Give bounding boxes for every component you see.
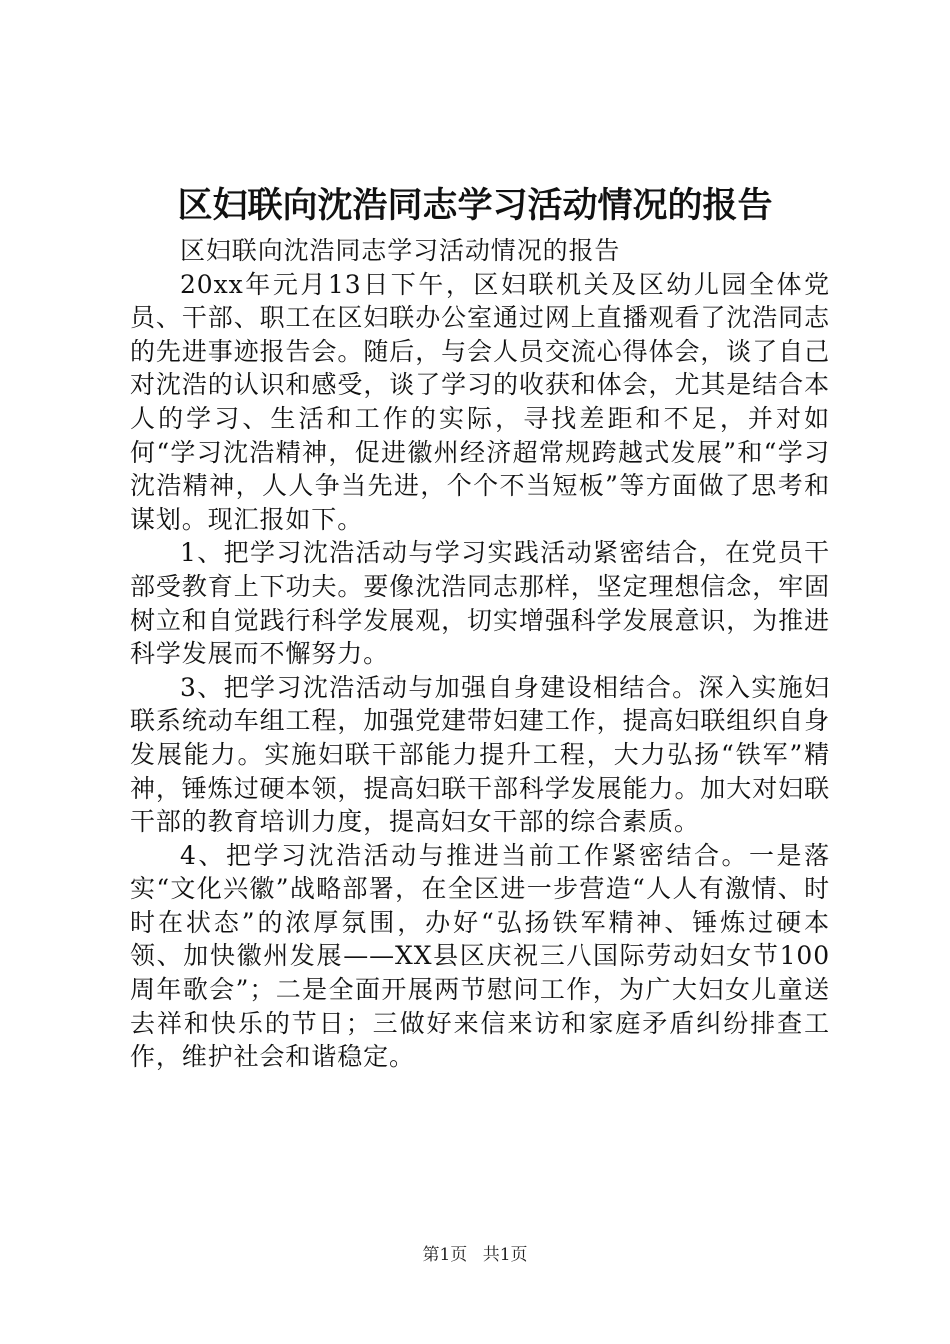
document-body [130,234,830,1074]
paragraph-item-1: 1、把学习沈浩活动与学习实践活动紧密结合，在党员干部受教育上下功夫。要像沈浩同志那样，坚定理想信念，牢固树立和自觉践行科学发展观，切实增强科学发展意识，为推进科学发展而不懈努力。 [130,538,830,669]
paragraph-item-3: 3、把学习沈浩活动与加强自身建设相结合。深入实施妇联系统动车组工程，加强党建带妇建工作，提高妇联组织自身发展能力。实施妇联干部能力提升工程，大力弘扬“铁军”精神，锤炼过硬本领，提高妇联干部科学发展能力。加大对妇联干部的教育培训力度，提高妇女干部的综合素质。 [130,672,830,837]
paragraph-intro: 20xx年元月13日下午，区妇联机关及区幼儿园全体党员、干部、职工在区妇联办公室通过网上直播观看了沈浩同志的先进事迹报告会。随后，与会人员交流心得体会，谈了自己对沈浩的认识和感受，谈了学习的收获和体会，尤其是结合本人的学习、生活和工作的实际，寻找差距和不足，并对如何“学习沈浩精神，促进徽州经济超常规跨越式发展”和“学习沈浩精神，人人争当先进，个个不当短板”等方面做了思考和谋划。现汇报如下。 [130,269,830,534]
page-total: 共1页 [482,1245,528,1265]
document-title: 区妇联向沈浩同志学习活动情况的报告 [177,186,773,226]
paragraph-item-4: 4、把学习沈浩活动与推进当前工作紧密结合。一是落实“文化兴徽”战略部署，在全区进一步营造“人人有激情、时时在状态”的浓厚氛围，办好“弘扬铁军精神、锤炼过硬本领、加快徽州发展——XX县区庆祝三八国际劳动妇女节100周年歌会”；二是全面开展两节慰问工作，为广大妇女儿童送去祥和快乐的节日；三做好来信来访和家庭矛盾纠纷排查工作，维护社会和谐稳定。 [130,840,830,1072]
page-number: 第1页 [422,1245,468,1265]
document-subtitle: 区妇联向沈浩同志学习活动情况的报告 [180,236,621,265]
page-footer [0,1243,950,1267]
